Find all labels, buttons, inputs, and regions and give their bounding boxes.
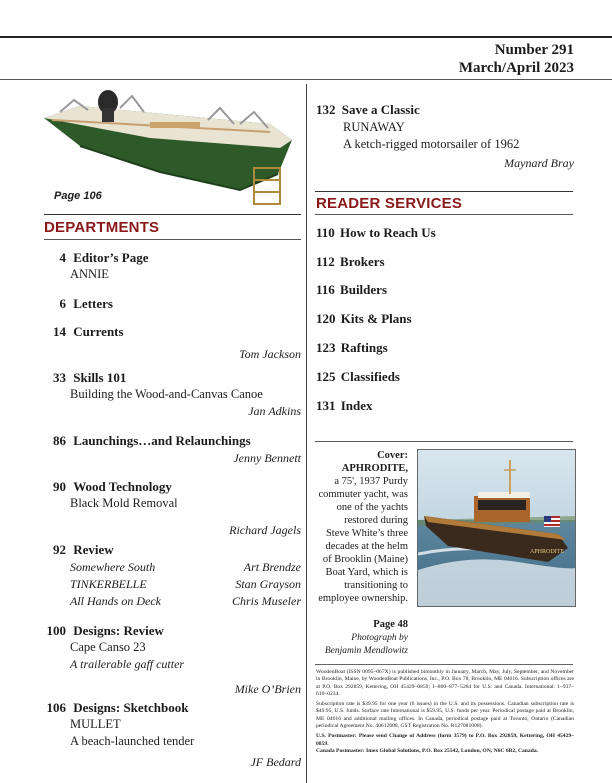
entry-number: 4 (59, 250, 66, 265)
photo-page-label: Page 106 (54, 190, 102, 202)
entry-title: Kits & Plans (340, 311, 412, 326)
review-author: Art Brendze (243, 560, 301, 574)
entry-author: Jan Adkins (248, 404, 301, 418)
fineprint-canada-postmaster: Canada Postmaster: Imex Global Solutions, P.O. Box 25542, London, ON, N6C 6B2, Canada. (316, 747, 539, 754)
dept-entry-4[interactable] (44, 249, 301, 283)
entry-author: Mike O’Brien (234, 682, 301, 696)
entry-number: 90 (53, 479, 66, 494)
entry-title: Editor’s Page (73, 250, 149, 265)
entry-subtitle: Building the Wood-and-Canvas Canoe (70, 387, 263, 401)
entry-title: Review (73, 542, 114, 557)
review-author: Stan Grayson (235, 577, 301, 591)
reader-service-item[interactable] (316, 340, 388, 356)
reader-service-item[interactable] (316, 282, 387, 298)
entry-title: Designs: Review (73, 623, 164, 638)
entry-number: 110 (316, 225, 335, 240)
entry-title: Save a Classic (341, 102, 420, 117)
dept-entry-86[interactable] (44, 432, 301, 467)
entry-number: 86 (53, 433, 66, 448)
entry-number: 123 (316, 340, 336, 355)
cover-caption-line: of Brooklin (Maine) (322, 554, 408, 565)
dept-entry-92[interactable] (44, 541, 301, 610)
cover-caption-line: a 75', 1937 Purdy (334, 476, 408, 487)
dept-entry-6[interactable] (44, 295, 301, 312)
issue-number: Number 291 (494, 42, 574, 58)
review-row (44, 559, 301, 576)
entry-title: How to Reach Us (340, 225, 436, 240)
entry-number: 112 (316, 254, 335, 269)
entry-title: Skills 101 (73, 370, 127, 385)
cover-caption-line: Steve White’s three (325, 528, 408, 539)
review-row (44, 576, 301, 593)
entry-title: Raftings (340, 340, 388, 355)
column-divider (306, 84, 307, 783)
top-rule (0, 36, 612, 38)
departments-heading: DEPARTMENTS (44, 219, 160, 236)
dept-entry-100[interactable] (44, 622, 301, 698)
cover-caption-line: restored during (344, 515, 408, 526)
cover-caption-line: employee ownership. (318, 593, 408, 604)
fineprint-publication: WoodenBoat (ISSN 0095–067X) is published bimonthly in January, March, May, July, September, and November in Brooklin, Maine, by WoodenBoat Publications, Inc., P.O. Box 78, Brooklin, ME 04616. Subscription offices are at P.O. Box 292859, Kettering, OH 45429–0859; 1–800–877–5284 for U.S. and Canada. International: 1–937–610–0234. (316, 669, 574, 697)
entry-author: Maynard Bray (504, 156, 574, 170)
entry-title: Launchings…and Relaunchings (73, 433, 251, 448)
entry-number: 120 (316, 311, 336, 326)
entry-subtitle: Cape Canso 23 (70, 640, 146, 654)
entry-title: Letters (73, 296, 113, 311)
dept-entry-106[interactable] (44, 699, 301, 771)
entry-title: Index (340, 398, 373, 413)
entry-subtitle: Black Mold Removal (70, 496, 178, 510)
fineprint-rule (315, 664, 573, 665)
entry-subtitle: RUNAWAY (343, 120, 405, 134)
cover-caption-line: one of the yachts (336, 502, 408, 513)
entry-author: JF Bedard (250, 755, 301, 769)
entry-number: 14 (53, 324, 66, 339)
entry-description: A beach-launched tender (70, 734, 195, 748)
entry-number: 33 (53, 370, 66, 385)
entry-title: Currents (73, 324, 124, 339)
entry-description: A ketch-rigged motorsailer of 1962 (343, 137, 520, 151)
departments-rule-bottom (44, 239, 301, 240)
entry-number: 131 (316, 398, 336, 413)
reader-service-item[interactable] (316, 225, 436, 241)
cover-boat-name: APHRODITE (530, 549, 564, 555)
dept-entry-90[interactable] (44, 478, 301, 539)
cover-caption (313, 449, 408, 658)
dept-entry-33[interactable] (44, 369, 301, 420)
entry-number: 92 (53, 542, 66, 557)
entry-subtitle: MULLET (70, 717, 121, 731)
entry-author: Jenny Bennett (233, 451, 301, 465)
reader-service-item[interactable] (316, 311, 412, 327)
review-item: TINKERBELLE (70, 577, 147, 591)
entry-number: 125 (316, 369, 336, 384)
dept-entry-14[interactable] (44, 323, 301, 363)
fineprint-subscription: Subscription rate is $39.95 for one year (6 issues) in the U.S. and its possessions. Canadian subscription rate is $49.95, U.S. funds. Surface rate International is $59.95, U.S. funds per year. Periodical postage paid at Brooklin, ME 04616 and additional mailing offices. In Canada, periodical postage paid at Toronto, Ontario (Canadian periodical Agreement No. 40612608, GST Registration No. R127081008). (316, 701, 574, 730)
entry-title: Designs: Sketchbook (73, 700, 189, 715)
cover-rule (315, 441, 573, 442)
review-author: Chris Museler (232, 594, 301, 608)
cover-caption-line: commuter yacht, was (318, 489, 408, 500)
reader-service-item[interactable] (316, 254, 385, 270)
cover-caption-line: transitioning to (344, 580, 408, 591)
issue-date: March/April 2023 (458, 60, 574, 76)
entry-number: 106 (46, 700, 66, 715)
reader-services-rule-bottom (315, 214, 573, 215)
review-item: All Hands on Deck (70, 594, 161, 608)
header-rule (0, 79, 612, 80)
review-item: Somewhere South (70, 560, 156, 574)
entry-subtitle: ANNIE (70, 267, 109, 281)
cover-page-ref: Page 48 (373, 619, 408, 630)
entry-author: Tom Jackson (239, 347, 301, 361)
photo-credit-label: Photograph by (351, 633, 408, 643)
feature-entry-132[interactable] (316, 101, 574, 172)
departments-rule-top (44, 214, 301, 215)
cover-photo (417, 449, 576, 607)
entry-title: Wood Technology (73, 479, 172, 494)
publication-fineprint (316, 669, 574, 755)
reader-service-item[interactable] (316, 369, 400, 385)
entry-title: Brokers (340, 254, 385, 269)
entry-title: Classifieds (340, 369, 400, 384)
entry-number: 100 (46, 623, 66, 638)
entry-number: 6 (59, 296, 66, 311)
reader-services-heading: READER SERVICES (316, 195, 463, 212)
entry-number: 116 (316, 282, 335, 297)
review-row (44, 593, 301, 610)
photo-credit-name: Benjamin Mendlowitz (324, 646, 408, 656)
fineprint-us-postmaster: U.S. Postmaster: Please send Change of Address (form 3579) to P.O. Box 292859, Kettering, OH 45429–0859. (316, 733, 574, 747)
reader-service-item[interactable] (316, 398, 373, 414)
cover-caption-line: decades at the helm (325, 541, 408, 552)
entry-title: Builders (340, 282, 388, 297)
issue-info (459, 41, 574, 77)
entry-description: A trailerable gaff cutter (70, 657, 185, 671)
entry-number: 132 (316, 102, 336, 117)
cover-caption-line: Boat Yard, which is (325, 567, 408, 578)
cover-label: Cover: APHRODITE, (341, 450, 408, 474)
reader-services-rule-top (315, 191, 573, 192)
entry-author: Richard Jagels (229, 523, 301, 537)
